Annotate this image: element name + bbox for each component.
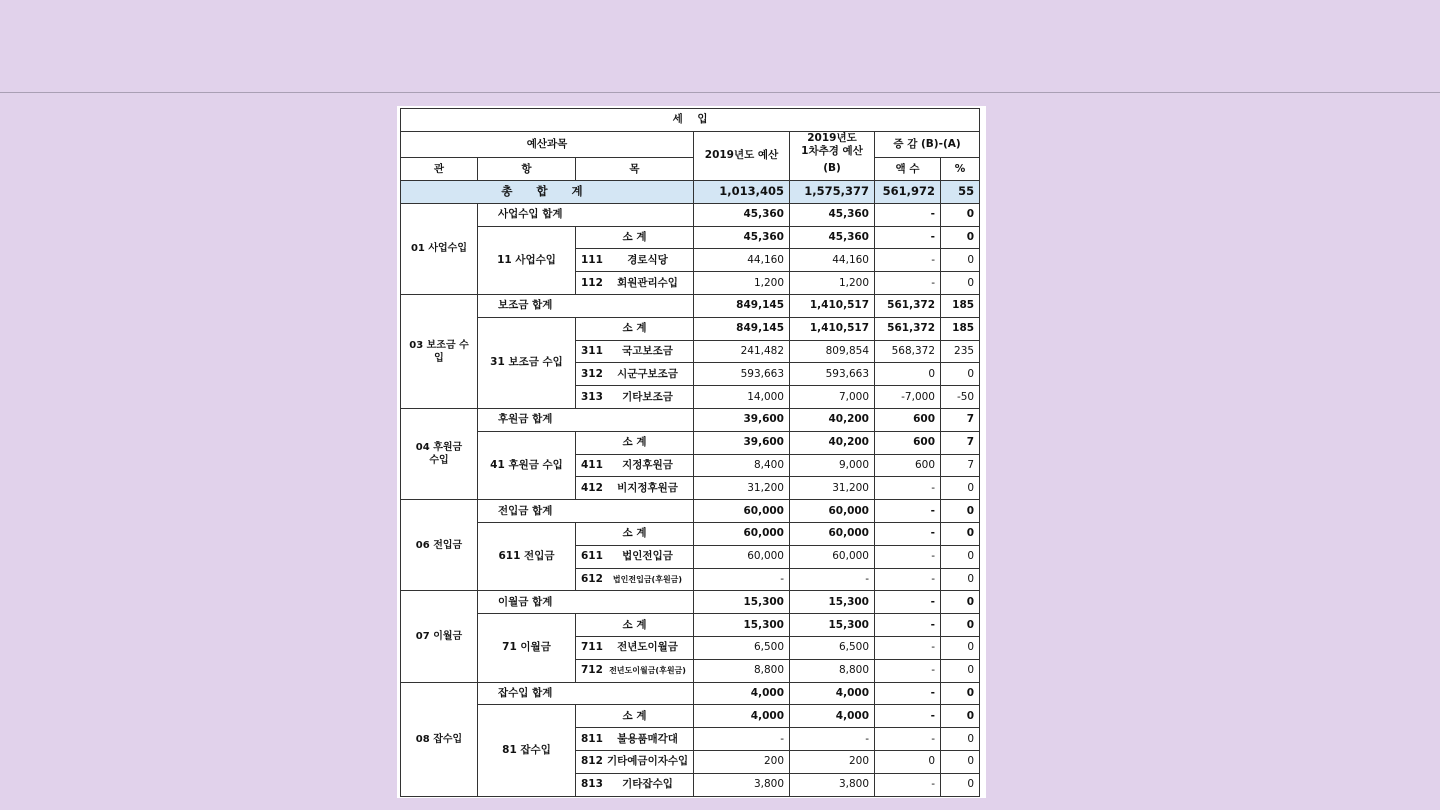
section-subtotal-pct: 0 <box>941 705 980 728</box>
item-name: 불용품매각대 <box>617 732 678 745</box>
budget-table <box>400 108 980 797</box>
section-subtotal-supp: 15,300 <box>790 614 875 637</box>
item-pct: 0 <box>941 545 980 568</box>
item-supp: 6,500 <box>790 637 875 660</box>
section-sum-supp: 1,410,517 <box>790 295 875 318</box>
section-sum-pct: 185 <box>941 295 980 318</box>
section-sum-label: 잡수입 합계 <box>478 682 694 705</box>
item-code: 411 <box>581 459 603 472</box>
section-sum-budget: 45,360 <box>694 203 790 226</box>
section-sum-budget: 4,000 <box>694 682 790 705</box>
section-sum-row <box>401 500 980 523</box>
section-subtotal-diff: - <box>875 705 941 728</box>
section-subtotal-diff: 561,372 <box>875 317 941 340</box>
section-sum-pct: 0 <box>941 500 980 523</box>
item-diff: - <box>875 477 941 500</box>
section-subtotal-pct: 0 <box>941 614 980 637</box>
item-cell <box>576 545 694 568</box>
item-cell <box>576 773 694 796</box>
item-diff: - <box>875 249 941 272</box>
section-sum-row <box>401 295 980 318</box>
item-supp: 200 <box>790 751 875 774</box>
item-name: 전년도이월금(후원금) <box>609 666 686 676</box>
item-cell <box>576 751 694 774</box>
item-name: 경로식당 <box>627 253 668 266</box>
item-pct: 0 <box>941 568 980 591</box>
item-code: 112 <box>581 276 603 289</box>
item-label <box>581 254 688 267</box>
item-name: 지정후원금 <box>622 459 673 472</box>
item-diff: - <box>875 272 941 295</box>
item-label <box>581 345 688 358</box>
item-pct: 7 <box>941 454 980 477</box>
section-subtotal-diff: 600 <box>875 431 941 454</box>
section-gwan: 01 사업수입 <box>401 203 478 294</box>
item-label <box>581 664 688 677</box>
section-gwan: 06 전입금 <box>401 500 478 591</box>
item-cell <box>576 340 694 363</box>
section-sum-diff: - <box>875 682 941 705</box>
section-hang: 31 보조금 수입 <box>478 317 576 408</box>
item-supp: 7,000 <box>790 386 875 409</box>
section-gwan: 07 이월금 <box>401 591 478 682</box>
section-subtotal-diff: - <box>875 226 941 249</box>
grand-total-supp: 1,575,377 <box>790 181 875 204</box>
section-sum-diff: 561,372 <box>875 295 941 318</box>
section-sum-supp: 60,000 <box>790 500 875 523</box>
section-subtotal-budget: 39,600 <box>694 431 790 454</box>
item-pct: 0 <box>941 751 980 774</box>
section-subtotal-row <box>401 226 980 249</box>
item-budget: 31,200 <box>694 477 790 500</box>
item-budget: 8,800 <box>694 659 790 682</box>
section-sum-budget: 60,000 <box>694 500 790 523</box>
item-diff: - <box>875 773 941 796</box>
item-code: 711 <box>581 641 603 654</box>
item-code: 312 <box>581 367 603 380</box>
section-sum-budget: 15,300 <box>694 591 790 614</box>
item-supp: 8,800 <box>790 659 875 682</box>
item-pct: 0 <box>941 363 980 386</box>
item-code: 712 <box>581 664 603 677</box>
item-supp: 31,200 <box>790 477 875 500</box>
item-diff: -7,000 <box>875 386 941 409</box>
item-pct: 0 <box>941 272 980 295</box>
item-code: 812 <box>581 755 603 768</box>
item-label <box>581 733 688 746</box>
item-budget: 1,200 <box>694 272 790 295</box>
item-name: 법인전입금 <box>622 550 673 563</box>
item-name: 기타보조금 <box>622 390 673 403</box>
section-subtotal-row <box>401 431 980 454</box>
section-subtotal-row <box>401 614 980 637</box>
section-subtotal-pct: 185 <box>941 317 980 340</box>
header-supp-b: (B) <box>790 158 875 181</box>
section-hang: 71 이월금 <box>478 614 576 682</box>
item-diff: - <box>875 545 941 568</box>
item-label <box>581 641 688 654</box>
item-cell <box>576 454 694 477</box>
section-sum-row <box>401 591 980 614</box>
section-subtotal-supp: 1,410,517 <box>790 317 875 340</box>
item-code: 412 <box>581 481 603 494</box>
item-supp: 593,663 <box>790 363 875 386</box>
header-change: 증 감 (B)-(A) <box>875 131 980 158</box>
section-sum-label: 후원금 합계 <box>478 409 694 432</box>
item-pct: 0 <box>941 249 980 272</box>
item-budget: - <box>694 728 790 751</box>
item-code: 111 <box>581 253 603 266</box>
item-pct: 0 <box>941 659 980 682</box>
section-sum-pct: 0 <box>941 682 980 705</box>
document-image <box>397 106 986 798</box>
section-subtotal-label: 소 계 <box>576 614 694 637</box>
section-subtotal-supp: 60,000 <box>790 523 875 546</box>
item-cell <box>576 272 694 295</box>
section-subtotal-label: 소 계 <box>576 523 694 546</box>
grand-total-label: 총 합 계 <box>401 181 694 204</box>
item-pct: 0 <box>941 637 980 660</box>
item-diff: 568,372 <box>875 340 941 363</box>
item-supp: 60,000 <box>790 545 875 568</box>
section-subtotal-row <box>401 317 980 340</box>
header-hang: 항 <box>478 158 576 181</box>
section-gwan: 04 후원금 수입 <box>401 409 478 500</box>
item-name: 전년도이월금 <box>617 641 678 654</box>
section-subtotal-label: 소 계 <box>576 317 694 340</box>
item-label <box>581 277 688 290</box>
header-supp-line1: 2019년도 <box>807 131 857 144</box>
section-hang: 11 사업수입 <box>478 226 576 294</box>
table-title: 세 입 <box>401 109 980 132</box>
item-cell <box>576 477 694 500</box>
section-sum-label: 보조금 합계 <box>478 295 694 318</box>
item-label <box>581 778 688 791</box>
section-subtotal-pct: 0 <box>941 226 980 249</box>
section-subtotal-diff: - <box>875 614 941 637</box>
item-cell <box>576 386 694 409</box>
section-subtotal-row <box>401 705 980 728</box>
item-label <box>581 573 688 586</box>
grand-total-row <box>401 181 980 204</box>
item-budget: 44,160 <box>694 249 790 272</box>
item-cell <box>576 659 694 682</box>
item-supp: 1,200 <box>790 272 875 295</box>
item-cell <box>576 363 694 386</box>
item-name: 회원관리수입 <box>617 276 678 289</box>
section-sum-row <box>401 682 980 705</box>
section-sum-budget: 39,600 <box>694 409 790 432</box>
item-code: 811 <box>581 732 603 745</box>
item-cell <box>576 568 694 591</box>
section-subtotal-budget: 60,000 <box>694 523 790 546</box>
item-budget: 3,800 <box>694 773 790 796</box>
item-label <box>581 550 688 563</box>
header-gwan: 관 <box>401 158 478 181</box>
item-diff: 600 <box>875 454 941 477</box>
section-sum-label: 전입금 합계 <box>478 500 694 523</box>
item-diff: 0 <box>875 751 941 774</box>
section-sum-supp: 45,360 <box>790 203 875 226</box>
item-pct: 0 <box>941 477 980 500</box>
section-hang: 41 후원금 수입 <box>478 431 576 499</box>
section-subtotal-pct: 0 <box>941 523 980 546</box>
section-subtotal-label: 소 계 <box>576 226 694 249</box>
item-budget: 200 <box>694 751 790 774</box>
section-sum-pct: 0 <box>941 203 980 226</box>
section-sum-supp: 4,000 <box>790 682 875 705</box>
item-code: 813 <box>581 778 603 791</box>
section-sum-pct: 0 <box>941 591 980 614</box>
item-name: 국고보조금 <box>622 345 673 358</box>
item-label <box>581 755 688 768</box>
item-budget: 6,500 <box>694 637 790 660</box>
item-cell <box>576 637 694 660</box>
item-diff: - <box>875 659 941 682</box>
section-subtotal-label: 소 계 <box>576 431 694 454</box>
item-budget: 14,000 <box>694 386 790 409</box>
section-sum-supp: 15,300 <box>790 591 875 614</box>
item-code: 612 <box>581 573 603 586</box>
section-sum-row <box>401 409 980 432</box>
section-gwan: 08 잡수입 <box>401 682 478 796</box>
section-subtotal-supp: 4,000 <box>790 705 875 728</box>
header-amount: 액 수 <box>875 158 941 181</box>
item-name: 기타잡수입 <box>622 778 673 791</box>
header-supp-line2: 1차추경 예산 <box>801 144 863 157</box>
section-subtotal-supp: 40,200 <box>790 431 875 454</box>
section-sum-label: 사업수입 합계 <box>478 203 694 226</box>
item-supp: 809,854 <box>790 340 875 363</box>
item-label <box>581 368 688 381</box>
item-budget: 8,400 <box>694 454 790 477</box>
item-budget: 241,482 <box>694 340 790 363</box>
header-mok: 목 <box>576 158 694 181</box>
section-subtotal-pct: 7 <box>941 431 980 454</box>
item-supp: 3,800 <box>790 773 875 796</box>
item-pct: 235 <box>941 340 980 363</box>
item-cell <box>576 249 694 272</box>
item-label <box>581 482 688 495</box>
item-supp: - <box>790 568 875 591</box>
item-label <box>581 459 688 472</box>
item-name: 법인전입금(후원금) <box>612 575 683 585</box>
section-subtotal-budget: 15,300 <box>694 614 790 637</box>
section-sum-diff: 600 <box>875 409 941 432</box>
item-supp: - <box>790 728 875 751</box>
item-pct: 0 <box>941 728 980 751</box>
header-subject: 예산과목 <box>401 131 694 158</box>
item-diff: 0 <box>875 363 941 386</box>
item-code: 311 <box>581 345 603 358</box>
section-sum-row <box>401 203 980 226</box>
section-sum-diff: - <box>875 500 941 523</box>
section-subtotal-budget: 4,000 <box>694 705 790 728</box>
section-sum-diff: - <box>875 203 941 226</box>
section-subtotal-label: 소 계 <box>576 705 694 728</box>
section-subtotal-budget: 849,145 <box>694 317 790 340</box>
section-sum-supp: 40,200 <box>790 409 875 432</box>
section-sum-label: 이월금 합계 <box>478 591 694 614</box>
section-subtotal-supp: 45,360 <box>790 226 875 249</box>
section-hang: 611 전입금 <box>478 523 576 591</box>
item-budget: - <box>694 568 790 591</box>
item-code: 611 <box>581 550 603 563</box>
section-gwan: 03 보조금 수입 <box>401 295 478 409</box>
section-sum-pct: 7 <box>941 409 980 432</box>
grand-total-diff: 561,972 <box>875 181 941 204</box>
item-diff: - <box>875 728 941 751</box>
item-budget: 593,663 <box>694 363 790 386</box>
item-name: 기타예금이자수입 <box>607 755 689 768</box>
grand-total-pct: 55 <box>941 181 980 204</box>
item-cell <box>576 728 694 751</box>
section-sum-diff: - <box>875 591 941 614</box>
header-budget-2019: 2019년도 예산 <box>694 131 790 180</box>
section-subtotal-diff: - <box>875 523 941 546</box>
header-divider <box>0 92 1440 93</box>
item-pct: 0 <box>941 773 980 796</box>
section-hang: 81 잡수입 <box>478 705 576 796</box>
item-diff: - <box>875 568 941 591</box>
item-budget: 60,000 <box>694 545 790 568</box>
grand-total-budget: 1,013,405 <box>694 181 790 204</box>
item-diff: - <box>875 637 941 660</box>
item-label <box>581 391 688 404</box>
section-subtotal-budget: 45,360 <box>694 226 790 249</box>
header-supp-2019 <box>790 131 875 158</box>
item-supp: 44,160 <box>790 249 875 272</box>
item-code: 313 <box>581 390 603 403</box>
section-sum-budget: 849,145 <box>694 295 790 318</box>
item-name: 시군구보조금 <box>617 367 678 380</box>
item-pct: -50 <box>941 386 980 409</box>
section-subtotal-row <box>401 523 980 546</box>
item-name: 비지정후원금 <box>617 481 678 494</box>
item-supp: 9,000 <box>790 454 875 477</box>
header-percent: % <box>941 158 980 181</box>
